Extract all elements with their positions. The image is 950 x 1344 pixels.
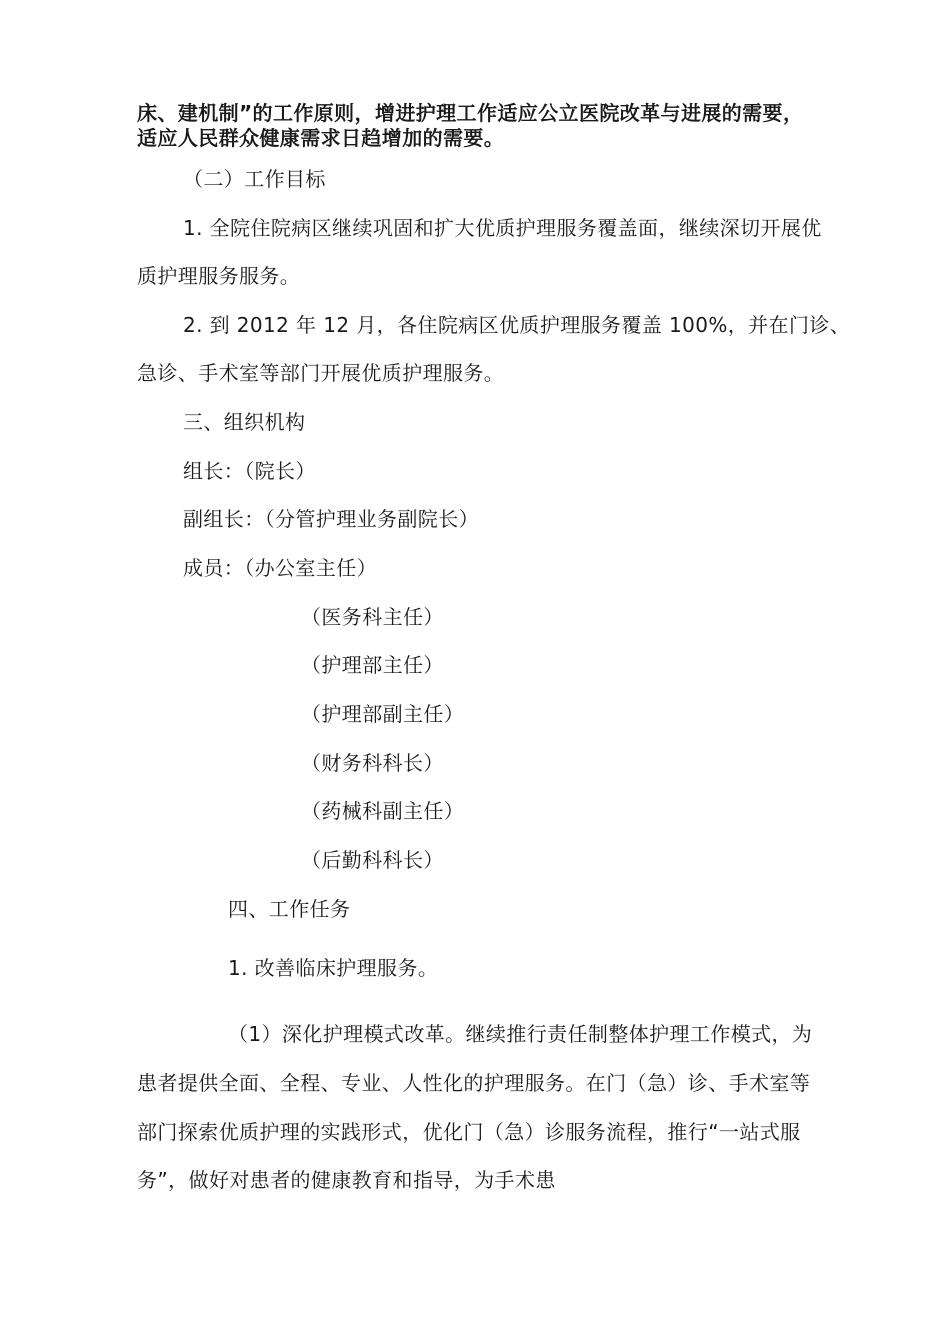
intro-line-2: 适应人民群众健康需求日趋增加的需要。 [137,126,505,150]
members-first-line: 成员：（办公室主任） [183,556,377,580]
intro-line-1: 床、建机制”的工作原则，增进护理工作适应公立医院改革与进展的需要， [137,101,804,125]
member-item: （护理部副主任） [301,702,465,726]
org-heading: 三、组织机构 [183,410,306,434]
goal-1-line-1: 1. 全院住院病区继续巩固和扩大优质护理服务覆盖面，继续深切开展优 [183,216,822,240]
tasks-heading: 四、工作任务 [228,897,351,921]
task-1-1-line-4: 务”，做好对患者的健康教育和指导，为手术患 [137,1168,556,1192]
goal-2-line-2: 急诊、手术室等部门开展优质护理服务。 [137,361,505,385]
member-item: （医务科主任） [301,605,444,629]
goal-1-line-2: 质护理服务服务。 [137,264,301,288]
member-item: （财务科科长） [301,751,444,775]
member-item: （护理部主任） [301,653,444,677]
member-item: （药械科副主任） [301,799,465,823]
goals-heading: （二）工作目标 [183,167,326,191]
task-1: 1. 改善临床护理服务。 [228,956,439,980]
member-item: （后勤科科长） [301,848,444,872]
task-1-1-line-2: 患者提供全面、全程、专业、人性化的护理服务。在门（急）诊、手术室等 [137,1071,811,1095]
task-1-1-line-3: 部门探索优质护理的实践形式，优化门（急）诊服务流程，推行“一站式服 [137,1120,801,1144]
goal-2-line-1: 2. 到 2012 年 12 月，各住院病区优质护理服务覆盖 100%，并在门诊、 [183,313,851,337]
task-1-1-line-1: （1）深化护理模式改革。继续推行责任制整体护理工作模式，为 [228,1022,813,1046]
leader-line: 组长：（院长） [183,459,316,483]
deputy-leader-line: 副组长：（分管护理业务副院长） [183,507,479,531]
